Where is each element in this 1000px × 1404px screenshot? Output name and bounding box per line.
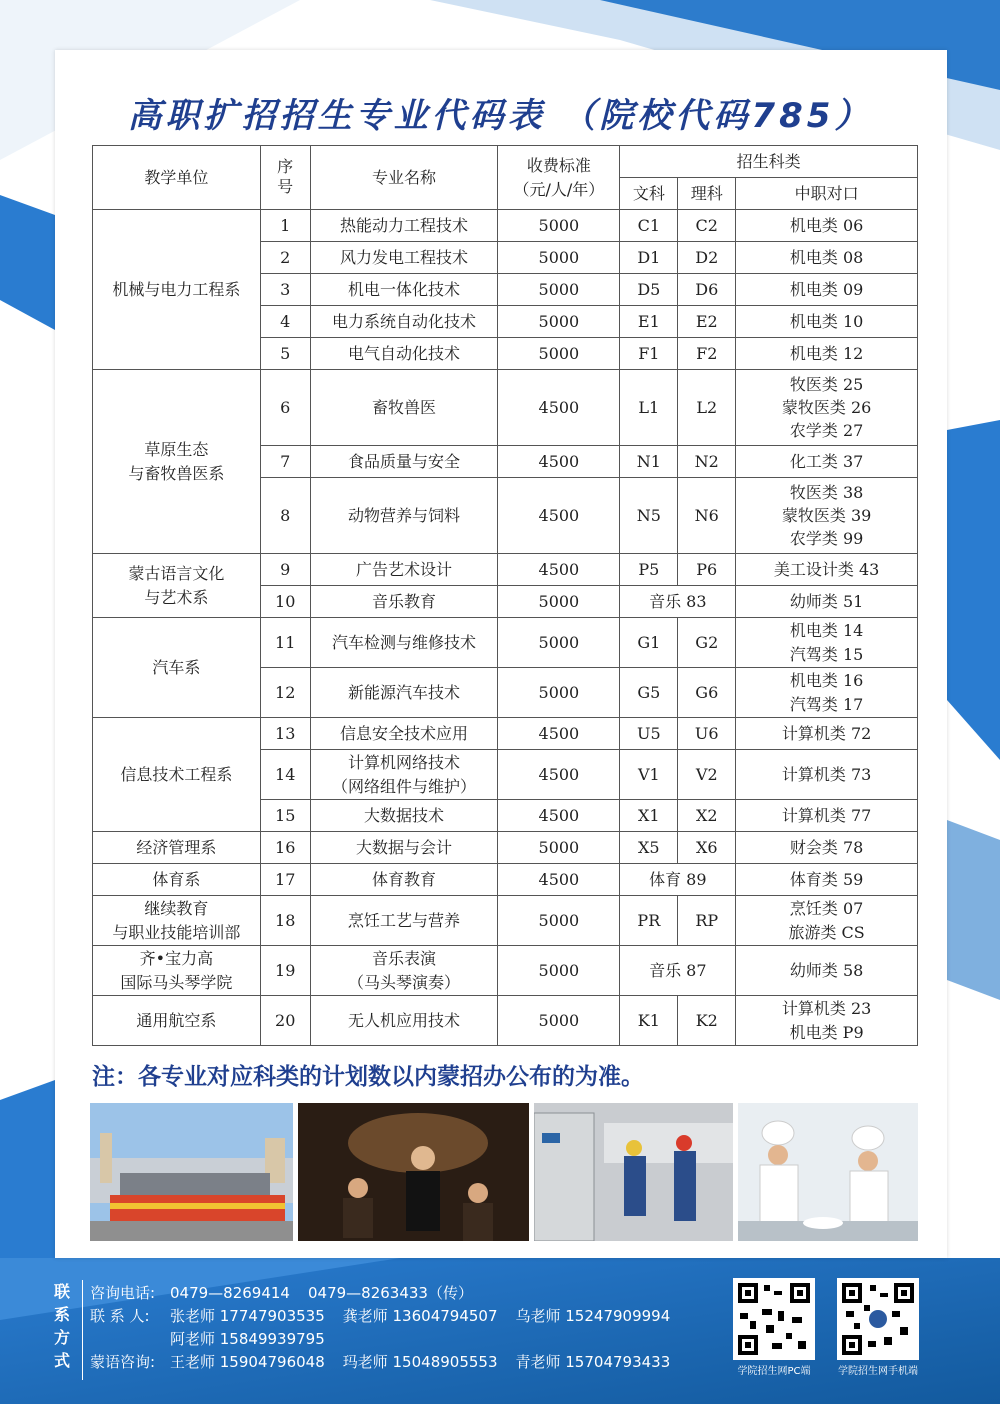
zhongzhi-line: 机电类 16 <box>789 671 864 691</box>
unit-cell: 经济管理系 <box>93 832 261 864</box>
mongol-consult-row <box>90 1351 670 1374</box>
zhongzhi-cell: 计算机类 77 <box>736 800 918 832</box>
merged-subject-cell: 音乐 83 <box>620 586 736 618</box>
like-cell: V2 <box>678 750 736 800</box>
zhongzhi-cell: 机电类 12 <box>736 338 918 370</box>
wenke-cell: D1 <box>620 242 678 274</box>
wenke-cell: L1 <box>620 370 678 446</box>
consult-phone-row <box>90 1282 670 1305</box>
zhongzhi-line: 汽驾类 15 <box>789 644 864 664</box>
zhongzhi-cell <box>736 370 918 446</box>
zhongzhi-line: 计算机类 23 <box>781 999 872 1019</box>
header-fee-text: 收费标准（元/人/年） <box>513 156 605 199</box>
header-fee <box>498 146 620 210</box>
fee-cell: 5000 <box>498 338 620 370</box>
major-cell <box>310 750 498 800</box>
fee-cell: 4500 <box>498 718 620 750</box>
major-cell: 食品质量与安全 <box>310 446 498 478</box>
wenke-cell: U5 <box>620 718 678 750</box>
orchestra-photo <box>298 1103 529 1241</box>
major-cell <box>310 946 498 996</box>
seq-cell: 3 <box>260 274 310 306</box>
zhongzhi-cell: 机电类 08 <box>736 242 918 274</box>
major-cell: 机电一体化技术 <box>310 274 498 306</box>
zhongzhi-line: 机电类 14 <box>789 621 864 641</box>
seq-cell: 4 <box>260 306 310 338</box>
major-cell: 大数据与会计 <box>310 832 498 864</box>
major-cell: 大数据技术 <box>310 800 498 832</box>
seq-cell: 2 <box>260 242 310 274</box>
mongol-label: 蒙语咨询: <box>90 1353 156 1371</box>
person-2: 龚老师 13604794507 <box>342 1307 498 1325</box>
qr-code-pc[interactable] <box>733 1278 815 1360</box>
major-cell: 体育教育 <box>310 864 498 896</box>
zhongzhi-cell <box>736 668 918 718</box>
unit-line: 蒙古语言文化 <box>128 564 225 584</box>
seq-cell: 20 <box>260 996 310 1046</box>
unit-line: 齐•宝力高 <box>139 949 214 969</box>
seq-cell: 18 <box>260 896 310 946</box>
zhongzhi-line: 农学类 99 <box>789 529 864 549</box>
seq-cell: 15 <box>260 800 310 832</box>
mongol-2: 玛老师 15048905553 <box>342 1353 498 1371</box>
header-seq <box>260 146 310 210</box>
unit-cell <box>93 896 261 946</box>
power-lab-photo <box>534 1103 734 1241</box>
table-row <box>93 718 918 750</box>
zhongzhi-cell: 美工设计类 43 <box>736 554 918 586</box>
consult-label: 咨询电话: <box>90 1284 156 1302</box>
unit-cell <box>93 554 261 618</box>
contact-footer <box>0 1270 1000 1404</box>
like-cell: D6 <box>678 274 736 306</box>
major-cell: 新能源汽车技术 <box>310 668 498 718</box>
wenke-cell: G1 <box>620 618 678 668</box>
table-row <box>93 864 918 896</box>
seq-cell: 10 <box>260 586 310 618</box>
major-cell: 烹饪工艺与营养 <box>310 896 498 946</box>
zhongzhi-cell: 机电类 09 <box>736 274 918 306</box>
unit-line: 继续教育 <box>144 899 209 919</box>
fee-cell: 4500 <box>498 800 620 832</box>
seq-cell: 16 <box>260 832 310 864</box>
major-cell: 无人机应用技术 <box>310 996 498 1046</box>
seq-cell: 14 <box>260 750 310 800</box>
seq-cell: 19 <box>260 946 310 996</box>
fee-cell: 5000 <box>498 618 620 668</box>
fee-cell: 5000 <box>498 896 620 946</box>
fee-cell: 5000 <box>498 242 620 274</box>
like-cell: L2 <box>678 370 736 446</box>
person-3: 乌老师 15247909994 <box>515 1307 671 1325</box>
contact-person-row-2 <box>90 1328 670 1351</box>
major-cell: 信息安全技术应用 <box>310 718 498 750</box>
fee-cell: 5000 <box>498 306 620 338</box>
seq-cell: 7 <box>260 446 310 478</box>
major-line: （网络组件与维护） <box>332 776 477 796</box>
table-row <box>93 896 918 946</box>
header-wenke: 文科 <box>620 178 678 210</box>
unit-cell: 汽车系 <box>93 618 261 718</box>
zhongzhi-cell: 财会类 78 <box>736 832 918 864</box>
unit-line: 国际马头琴学院 <box>120 972 233 992</box>
wenke-cell: X5 <box>620 832 678 864</box>
like-cell: RP <box>678 896 736 946</box>
header-like: 理科 <box>678 178 736 210</box>
zhongzhi-cell: 体育类 59 <box>736 864 918 896</box>
table-row <box>93 370 918 446</box>
like-cell: N6 <box>678 478 736 554</box>
unit-cell: 信息技术工程系 <box>93 718 261 832</box>
qr-mobile-label: 学院招生网手机端 <box>838 1366 918 1377</box>
seq-cell: 11 <box>260 618 310 668</box>
like-cell: P6 <box>678 554 736 586</box>
like-cell: N2 <box>678 446 736 478</box>
table-row <box>93 996 918 1046</box>
merged-subject-cell: 体育 89 <box>620 864 736 896</box>
unit-cell: 通用航空系 <box>93 996 261 1046</box>
zhongzhi-cell: 化工类 37 <box>736 446 918 478</box>
like-cell: F2 <box>678 338 736 370</box>
wenke-cell: V1 <box>620 750 678 800</box>
unit-cell <box>93 370 261 554</box>
wenke-cell: F1 <box>620 338 678 370</box>
wenke-cell: C1 <box>620 210 678 242</box>
mongol-1: 王老师 15904796048 <box>170 1353 325 1371</box>
seq-cell: 12 <box>260 668 310 718</box>
wenke-cell: D5 <box>620 274 678 306</box>
seq-cell: 1 <box>260 210 310 242</box>
photo-strip <box>90 1103 918 1241</box>
contact-tag: 联系方式 <box>53 1282 70 1370</box>
major-cell: 电气自动化技术 <box>310 338 498 370</box>
header-zhongzhi: 中职对口 <box>736 178 918 210</box>
fee-cell: 5000 <box>498 832 620 864</box>
zhongzhi-cell <box>736 896 918 946</box>
unit-cell: 机械与电力工程系 <box>93 210 261 370</box>
zhongzhi-line: 蒙牧医类 39 <box>781 505 872 525</box>
zhongzhi-cell <box>736 618 918 668</box>
zhongzhi-line: 汽驾类 17 <box>789 694 864 714</box>
unit-cell <box>93 946 261 996</box>
zhongzhi-line: 机电类 P9 <box>789 1022 864 1042</box>
seq-cell: 17 <box>260 864 310 896</box>
zhongzhi-line: 牧医类 38 <box>789 482 864 502</box>
wenke-cell: PR <box>620 896 678 946</box>
table-row <box>93 832 918 864</box>
major-cell: 畜牧兽医 <box>310 370 498 446</box>
like-cell: G6 <box>678 668 736 718</box>
zhongzhi-line: 旅游类 CS <box>788 922 865 942</box>
phone-2: 0479—8263433（传） <box>307 1284 473 1302</box>
zhongzhi-cell: 计算机类 73 <box>736 750 918 800</box>
unit-line: 与畜牧兽医系 <box>128 463 225 483</box>
merged-subject-cell: 音乐 87 <box>620 946 736 996</box>
like-cell: E2 <box>678 306 736 338</box>
like-cell: D2 <box>678 242 736 274</box>
cooking-class-photo <box>738 1103 918 1241</box>
phone-1: 0479—8269414 <box>170 1284 290 1302</box>
zhongzhi-cell <box>736 996 918 1046</box>
fee-cell: 4500 <box>498 750 620 800</box>
header-seq-text: 序号 <box>277 156 294 197</box>
major-line: 音乐表演 <box>372 949 437 969</box>
person-4: 阿老师 15849939795 <box>170 1330 325 1348</box>
zhongzhi-line: 农学类 27 <box>789 421 864 441</box>
like-cell: K2 <box>678 996 736 1046</box>
wenke-cell: P5 <box>620 554 678 586</box>
major-cell: 动物营养与饲料 <box>310 478 498 554</box>
major-cell: 汽车检测与维修技术 <box>310 618 498 668</box>
seq-cell: 9 <box>260 554 310 586</box>
fee-cell: 5000 <box>498 996 620 1046</box>
major-cell: 电力系统自动化技术 <box>310 306 498 338</box>
table-row <box>93 946 918 996</box>
like-cell: X6 <box>678 832 736 864</box>
campus-gate-photo <box>90 1103 293 1241</box>
wenke-cell: K1 <box>620 996 678 1046</box>
zhongzhi-cell: 机电类 06 <box>736 210 918 242</box>
unit-cell: 体育系 <box>93 864 261 896</box>
wenke-cell: G5 <box>620 668 678 718</box>
footnote: 注：各专业对应科类的计划数以内蒙招办公布的为准。 <box>92 1064 644 1090</box>
wenke-cell: N1 <box>620 446 678 478</box>
like-cell: C2 <box>678 210 736 242</box>
like-cell: G2 <box>678 618 736 668</box>
mongol-3: 青老师 15704793433 <box>515 1353 671 1371</box>
header-subjects: 招生科类 <box>620 146 918 178</box>
major-cell: 风力发电工程技术 <box>310 242 498 274</box>
fee-cell: 4500 <box>498 446 620 478</box>
unit-line: 与职业技能培训部 <box>112 922 241 942</box>
zhongzhi-cell: 机电类 10 <box>736 306 918 338</box>
major-code-table <box>92 145 918 1046</box>
wenke-cell: X1 <box>620 800 678 832</box>
seq-cell: 6 <box>260 370 310 446</box>
contact-info <box>90 1282 670 1374</box>
major-line: （马头琴演奏） <box>348 972 461 992</box>
fee-cell: 5000 <box>498 946 620 996</box>
fee-cell: 4500 <box>498 864 620 896</box>
fee-cell: 4500 <box>498 478 620 554</box>
contact-person-row <box>90 1305 670 1328</box>
page-title: 高职扩招招生专业代码表 （院校代码785） <box>127 96 873 136</box>
unit-line: 与艺术系 <box>144 587 209 607</box>
major-cell: 广告艺术设计 <box>310 554 498 586</box>
seq-cell: 5 <box>260 338 310 370</box>
zhongzhi-cell <box>736 478 918 554</box>
table-row <box>93 618 918 668</box>
major-cell: 热能动力工程技术 <box>310 210 498 242</box>
table-row <box>93 554 918 586</box>
zhongzhi-line: 烹饪类 07 <box>789 899 864 919</box>
zhongzhi-cell: 幼师类 51 <box>736 586 918 618</box>
fee-cell: 5000 <box>498 668 620 718</box>
fee-cell: 5000 <box>498 586 620 618</box>
zhongzhi-cell: 幼师类 58 <box>736 946 918 996</box>
person-label: 联 系 人: <box>90 1307 150 1325</box>
zhongzhi-line: 牧医类 25 <box>789 374 864 394</box>
person-1: 张老师 17747903535 <box>170 1307 325 1325</box>
fee-cell: 4500 <box>498 370 620 446</box>
wenke-cell: E1 <box>620 306 678 338</box>
wenke-cell: N5 <box>620 478 678 554</box>
table-row <box>93 210 918 242</box>
fee-cell: 4500 <box>498 554 620 586</box>
header-unit: 教学单位 <box>93 146 261 210</box>
seq-cell: 8 <box>260 478 310 554</box>
fee-cell: 5000 <box>498 210 620 242</box>
zhongzhi-line: 蒙牧医类 26 <box>781 397 872 417</box>
fee-cell: 5000 <box>498 274 620 306</box>
major-line: 计算机网络技术 <box>348 753 461 773</box>
zhongzhi-cell: 计算机类 72 <box>736 718 918 750</box>
header-major: 专业名称 <box>310 146 498 210</box>
like-cell: U6 <box>678 718 736 750</box>
major-cell: 音乐教育 <box>310 586 498 618</box>
qr-pc-label: 学院招生网PC端 <box>737 1366 811 1377</box>
qr-code-mobile[interactable] <box>837 1278 919 1360</box>
seq-cell: 13 <box>260 718 310 750</box>
like-cell: X2 <box>678 800 736 832</box>
unit-line: 草原生态 <box>144 440 209 460</box>
